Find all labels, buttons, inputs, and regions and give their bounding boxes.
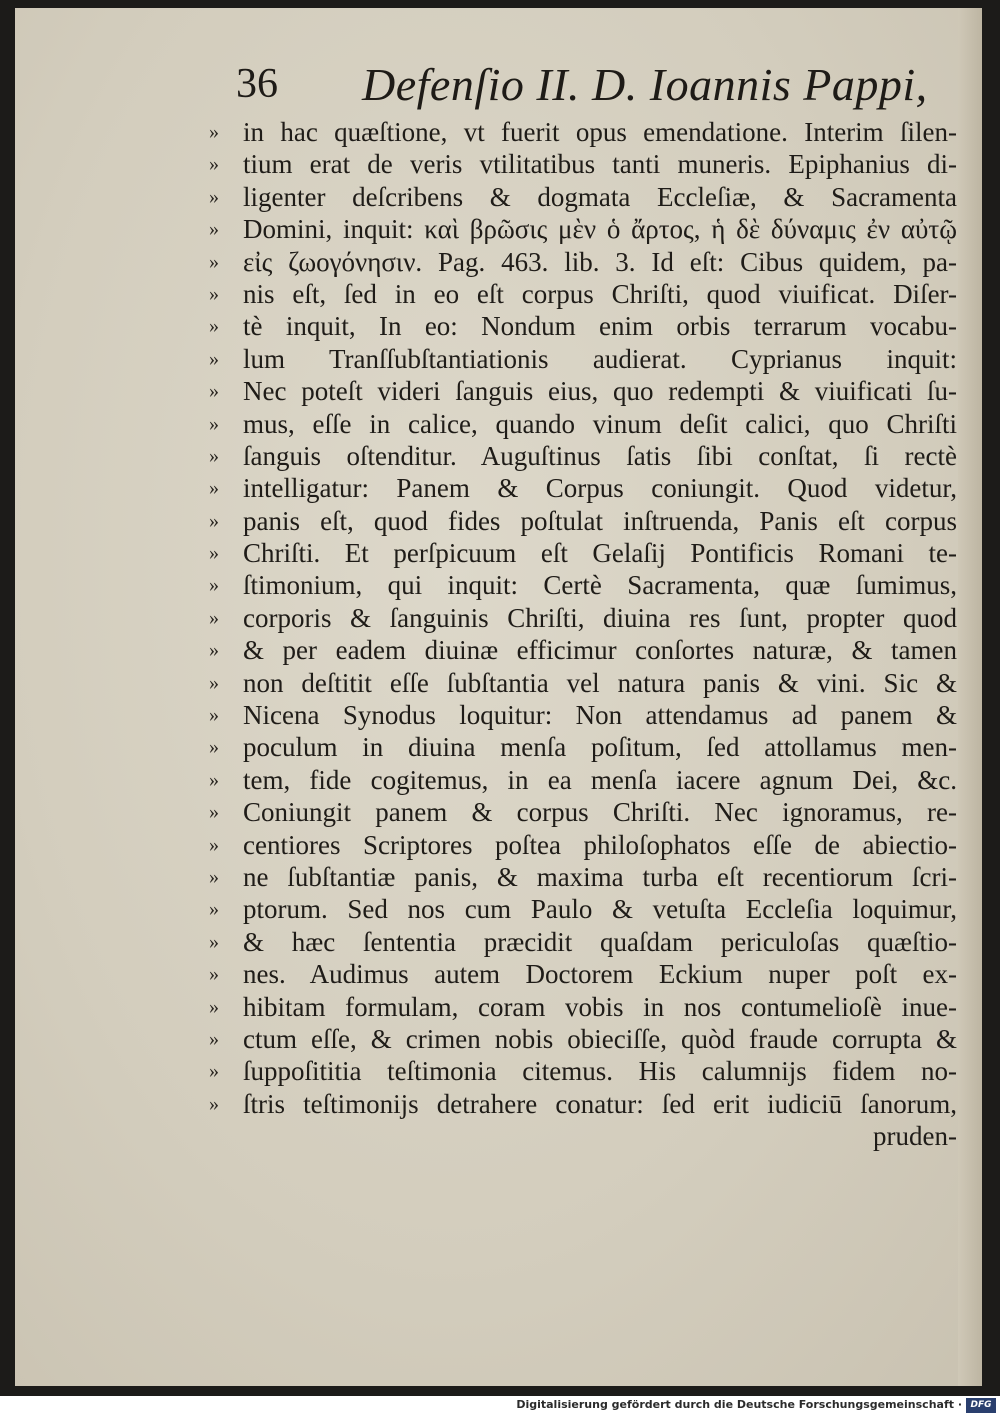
text-line (205, 602, 957, 634)
quotation-mark: » (209, 1060, 219, 1083)
line-text: Chriſti. Et perſpicuum eſt Gelaſij Pontificis Romani te- (243, 538, 957, 569)
text-line (205, 1055, 957, 1087)
line-text: ptorum. Sed nos cum Paulo & vetuſta Eccleſia loquimur, (243, 894, 957, 925)
line-text: Nicena Synodus loquitur: Non attendamus ad panem & (243, 700, 957, 731)
page-gutter (958, 8, 982, 1386)
quotation-mark: » (209, 542, 219, 565)
quotation-mark: » (209, 444, 219, 467)
text-line (205, 569, 957, 601)
line-text: ligenter deſcribens & dogmata Eccleſiæ, & Sacramenta (243, 181, 957, 212)
quotation-mark: » (209, 121, 219, 143)
quotation-mark: » (209, 1027, 219, 1050)
quotation-mark: » (209, 898, 219, 921)
text-line (205, 893, 957, 925)
text-line (205, 667, 957, 699)
line-text: nes. Audimus autem Doctorem Eckium nuper poſt ex- (243, 959, 957, 990)
quotation-mark: » (209, 380, 219, 403)
text-line (205, 699, 957, 731)
quotation-mark: » (209, 509, 219, 532)
line-text: ne ſubſtantiæ panis, & maxima turba eſt recentiorum ſcri- (243, 861, 957, 892)
quotation-mark: » (209, 1092, 219, 1115)
quotation-mark: » (209, 736, 219, 759)
text-line (205, 213, 957, 245)
quotation-mark: » (209, 671, 219, 694)
quotation-mark: » (209, 606, 219, 629)
catchword: pruden- (873, 1121, 957, 1152)
line-text: Coniungit panem & corpus Chriſti. Nec ignoramus, re- (243, 797, 957, 828)
quotation-mark: » (209, 477, 219, 500)
line-text: εἰς ζωογόνησιν. Pag. 463. lib. 3. Id eſt: Cibus quidem, pa- (243, 246, 957, 277)
text-line (205, 116, 957, 148)
line-text: tè inquit, In eo: Nondum enim orbis terrarum vocabu- (243, 311, 957, 342)
text-line (205, 537, 957, 569)
quotation-mark: » (209, 833, 219, 856)
line-text: tem, fide cogitemus, in ea menſa iacere agnum Dei, &c. (243, 764, 957, 795)
body-text (205, 116, 957, 1153)
quotation-mark: » (209, 185, 219, 208)
text-line (205, 278, 957, 310)
text-line (205, 861, 957, 893)
line-text: corporis & ſanguinis Chriſti, diuina res ſunt, propter quod (243, 602, 957, 633)
text-line (205, 408, 957, 440)
text-line (205, 1088, 957, 1120)
text-line (205, 181, 957, 213)
quotation-mark: » (209, 574, 219, 597)
text-line (205, 440, 957, 472)
line-text: hibitam formulam, coram vobis in nos contumelioſè inue- (243, 991, 957, 1022)
quotation-mark: » (209, 995, 219, 1018)
quotation-mark: » (209, 930, 219, 953)
funding-note: Digitalisierung gefördert durch die Deutsche Forschungsgemeinschaft · (516, 1398, 962, 1411)
text-line (205, 246, 957, 278)
quotation-mark: » (209, 639, 219, 662)
quotation-mark: » (209, 153, 219, 176)
text-line (205, 796, 957, 828)
quotation-mark: » (209, 768, 219, 791)
quotation-mark: » (209, 250, 219, 273)
quotation-mark: » (209, 347, 219, 370)
line-text: Nec poteſt videri ſanguis eius, quo redempti & viuificati ſu- (243, 376, 957, 407)
page-number: 36 (236, 61, 278, 107)
line-text: panis eſt, quod fides poſtulat inſtruenda, Panis eſt corpus (243, 505, 957, 536)
text-line (205, 764, 957, 796)
line-text: in hac quæſtione, vt fuerit opus emendatione. Interim ſilen- (243, 117, 957, 147)
quotation-mark: » (209, 412, 219, 435)
quotation-mark: » (209, 218, 219, 241)
line-text: intelligatur: Panem & Corpus coniungit. Quod videtur, (243, 473, 957, 504)
line-text: centiores Scriptores poſtea philoſophatos eſſe de abiectio- (243, 829, 957, 860)
line-text: non deſtitit eſſe ſubſtantia vel natura panis & vini. Sic & (243, 667, 957, 698)
text-line (205, 472, 957, 504)
quotation-mark: » (209, 801, 219, 824)
line-text: ctum eſſe, & crimen nobis obieciſſe, quòd fraude corrupta & (243, 1023, 957, 1054)
text-line (205, 375, 957, 407)
text-line (205, 926, 957, 958)
running-title: Defenſio II. D. Ioannis Pappi, (362, 59, 928, 110)
quotation-mark: » (209, 282, 219, 305)
line-text: & per eadem diuinæ efficimur conſortes naturæ, & tamen (243, 635, 957, 666)
footer-bar (0, 1396, 1000, 1416)
text-line (205, 634, 957, 666)
catchword-line (205, 1120, 957, 1152)
line-text: mus, eſſe in calice, quando vinum deſit calici, quo Chriſti (243, 408, 957, 439)
text-line (205, 958, 957, 990)
text-line (205, 505, 957, 537)
quotation-mark: » (209, 865, 219, 888)
text-line (205, 1023, 957, 1055)
line-text: ſuppoſititia teſtimonia citemus. His calumnijs fidem no- (243, 1056, 957, 1087)
quotation-mark: » (209, 315, 219, 338)
text-line (205, 991, 957, 1023)
text-line (205, 731, 957, 763)
line-text: & hæc ſententia præcidit quaſdam periculoſas quæſtio- (243, 926, 957, 957)
line-text: nis eſt, ſed in eo eſt corpus Chriſti, quod viuificat. Diſer- (243, 278, 957, 309)
quotation-mark: » (209, 963, 219, 986)
text-line (205, 148, 957, 180)
line-text: ſtris teſtimonijs detrahere conatur: ſed erit iudiciū ſanorum, (243, 1088, 957, 1119)
line-text: lum Tranſſubſtantiationis audierat. Cyprianus inquit: (243, 343, 957, 374)
text-line (205, 829, 957, 861)
line-text: poculum in diuina menſa poſitum, ſed attollamus men- (243, 732, 957, 763)
line-text: ſtimonium, qui inquit: Certè Sacramenta, quæ ſumimus, (243, 570, 957, 601)
dfg-logo-icon: DFG (966, 1398, 996, 1413)
line-text: Domini, inquit: καὶ βρῶσις μὲν ὁ ἄρτος, ἡ δὲ δύναμις ἐν αὐτῷ (243, 214, 957, 245)
line-text: tium erat de veris vtilitatibus tanti muneris. Epiphanius di- (243, 149, 957, 180)
quotation-mark: » (209, 704, 219, 727)
line-text: ſanguis oſtenditur. Auguſtinus ſatis ſibi conſtat, ſi rectè (243, 440, 957, 471)
text-line (205, 310, 957, 342)
text-line (205, 343, 957, 375)
